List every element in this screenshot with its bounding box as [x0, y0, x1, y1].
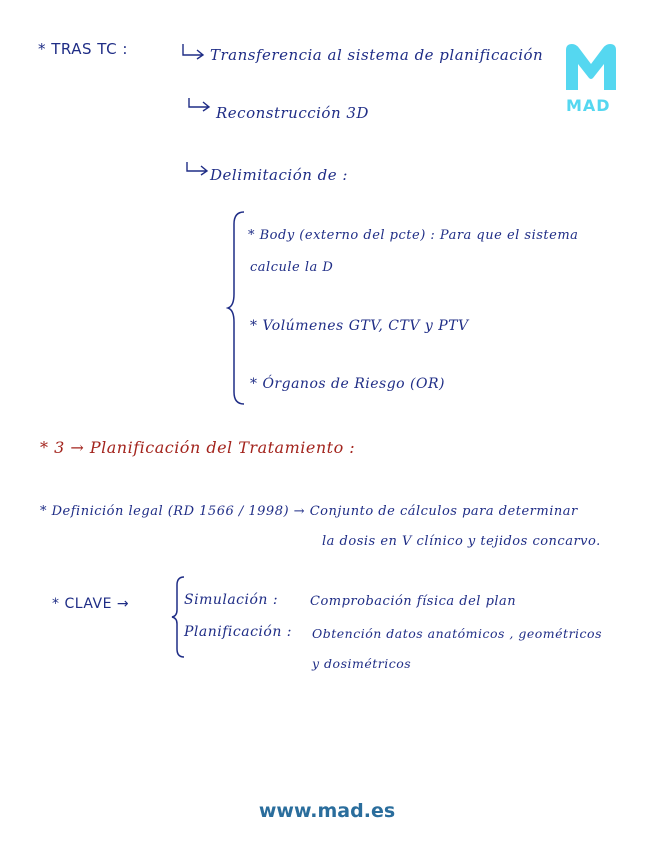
clave-label: * CLAVE →: [52, 596, 130, 612]
volumes-line: * Volúmenes GTV, CTV y PTV: [250, 318, 469, 334]
tras-tc-label: * TRAS TC :: [38, 40, 128, 58]
definition-line-2: la dosis en V clínico y tejidos concarvo.: [322, 534, 601, 549]
arrow-icon: [186, 96, 214, 114]
organs-line: * Órganos de Riesgo (OR): [250, 376, 445, 392]
simulation-label: Simulación :: [184, 592, 279, 608]
planning-text-2: y dosimétricos: [312, 656, 412, 671]
reconstruction-line: Reconstrucción 3D: [216, 104, 369, 122]
mad-logo-icon: [562, 40, 620, 94]
planning-label: Planificación :: [184, 624, 293, 640]
arrow-icon: [184, 160, 212, 178]
planning-text: Obtención datos anatómicos , geométricos: [312, 626, 602, 641]
section-heading: * 3 → Planificación del Tratamiento :: [40, 438, 356, 457]
arrow-icon: [180, 42, 208, 60]
delimitation-line: Delimitación de :: [210, 166, 348, 184]
mad-logo-text: MAD: [566, 96, 611, 115]
body-line-1: * Body (externo del pcte) : Para que el sistema: [248, 228, 579, 243]
definition-line-1: * Definición legal (RD 1566 / 1998) → Conjunto de cálculos para determinar: [40, 504, 578, 519]
simulation-text: Comprobación física del plan: [310, 594, 517, 609]
curly-brace-icon: [170, 574, 186, 660]
body-line-2: calcule la D: [250, 260, 334, 275]
footer-url: www.mad.es: [258, 800, 396, 822]
curly-brace-icon: [226, 208, 248, 408]
transfer-line: Transferencia al sistema de planificación: [210, 46, 544, 64]
